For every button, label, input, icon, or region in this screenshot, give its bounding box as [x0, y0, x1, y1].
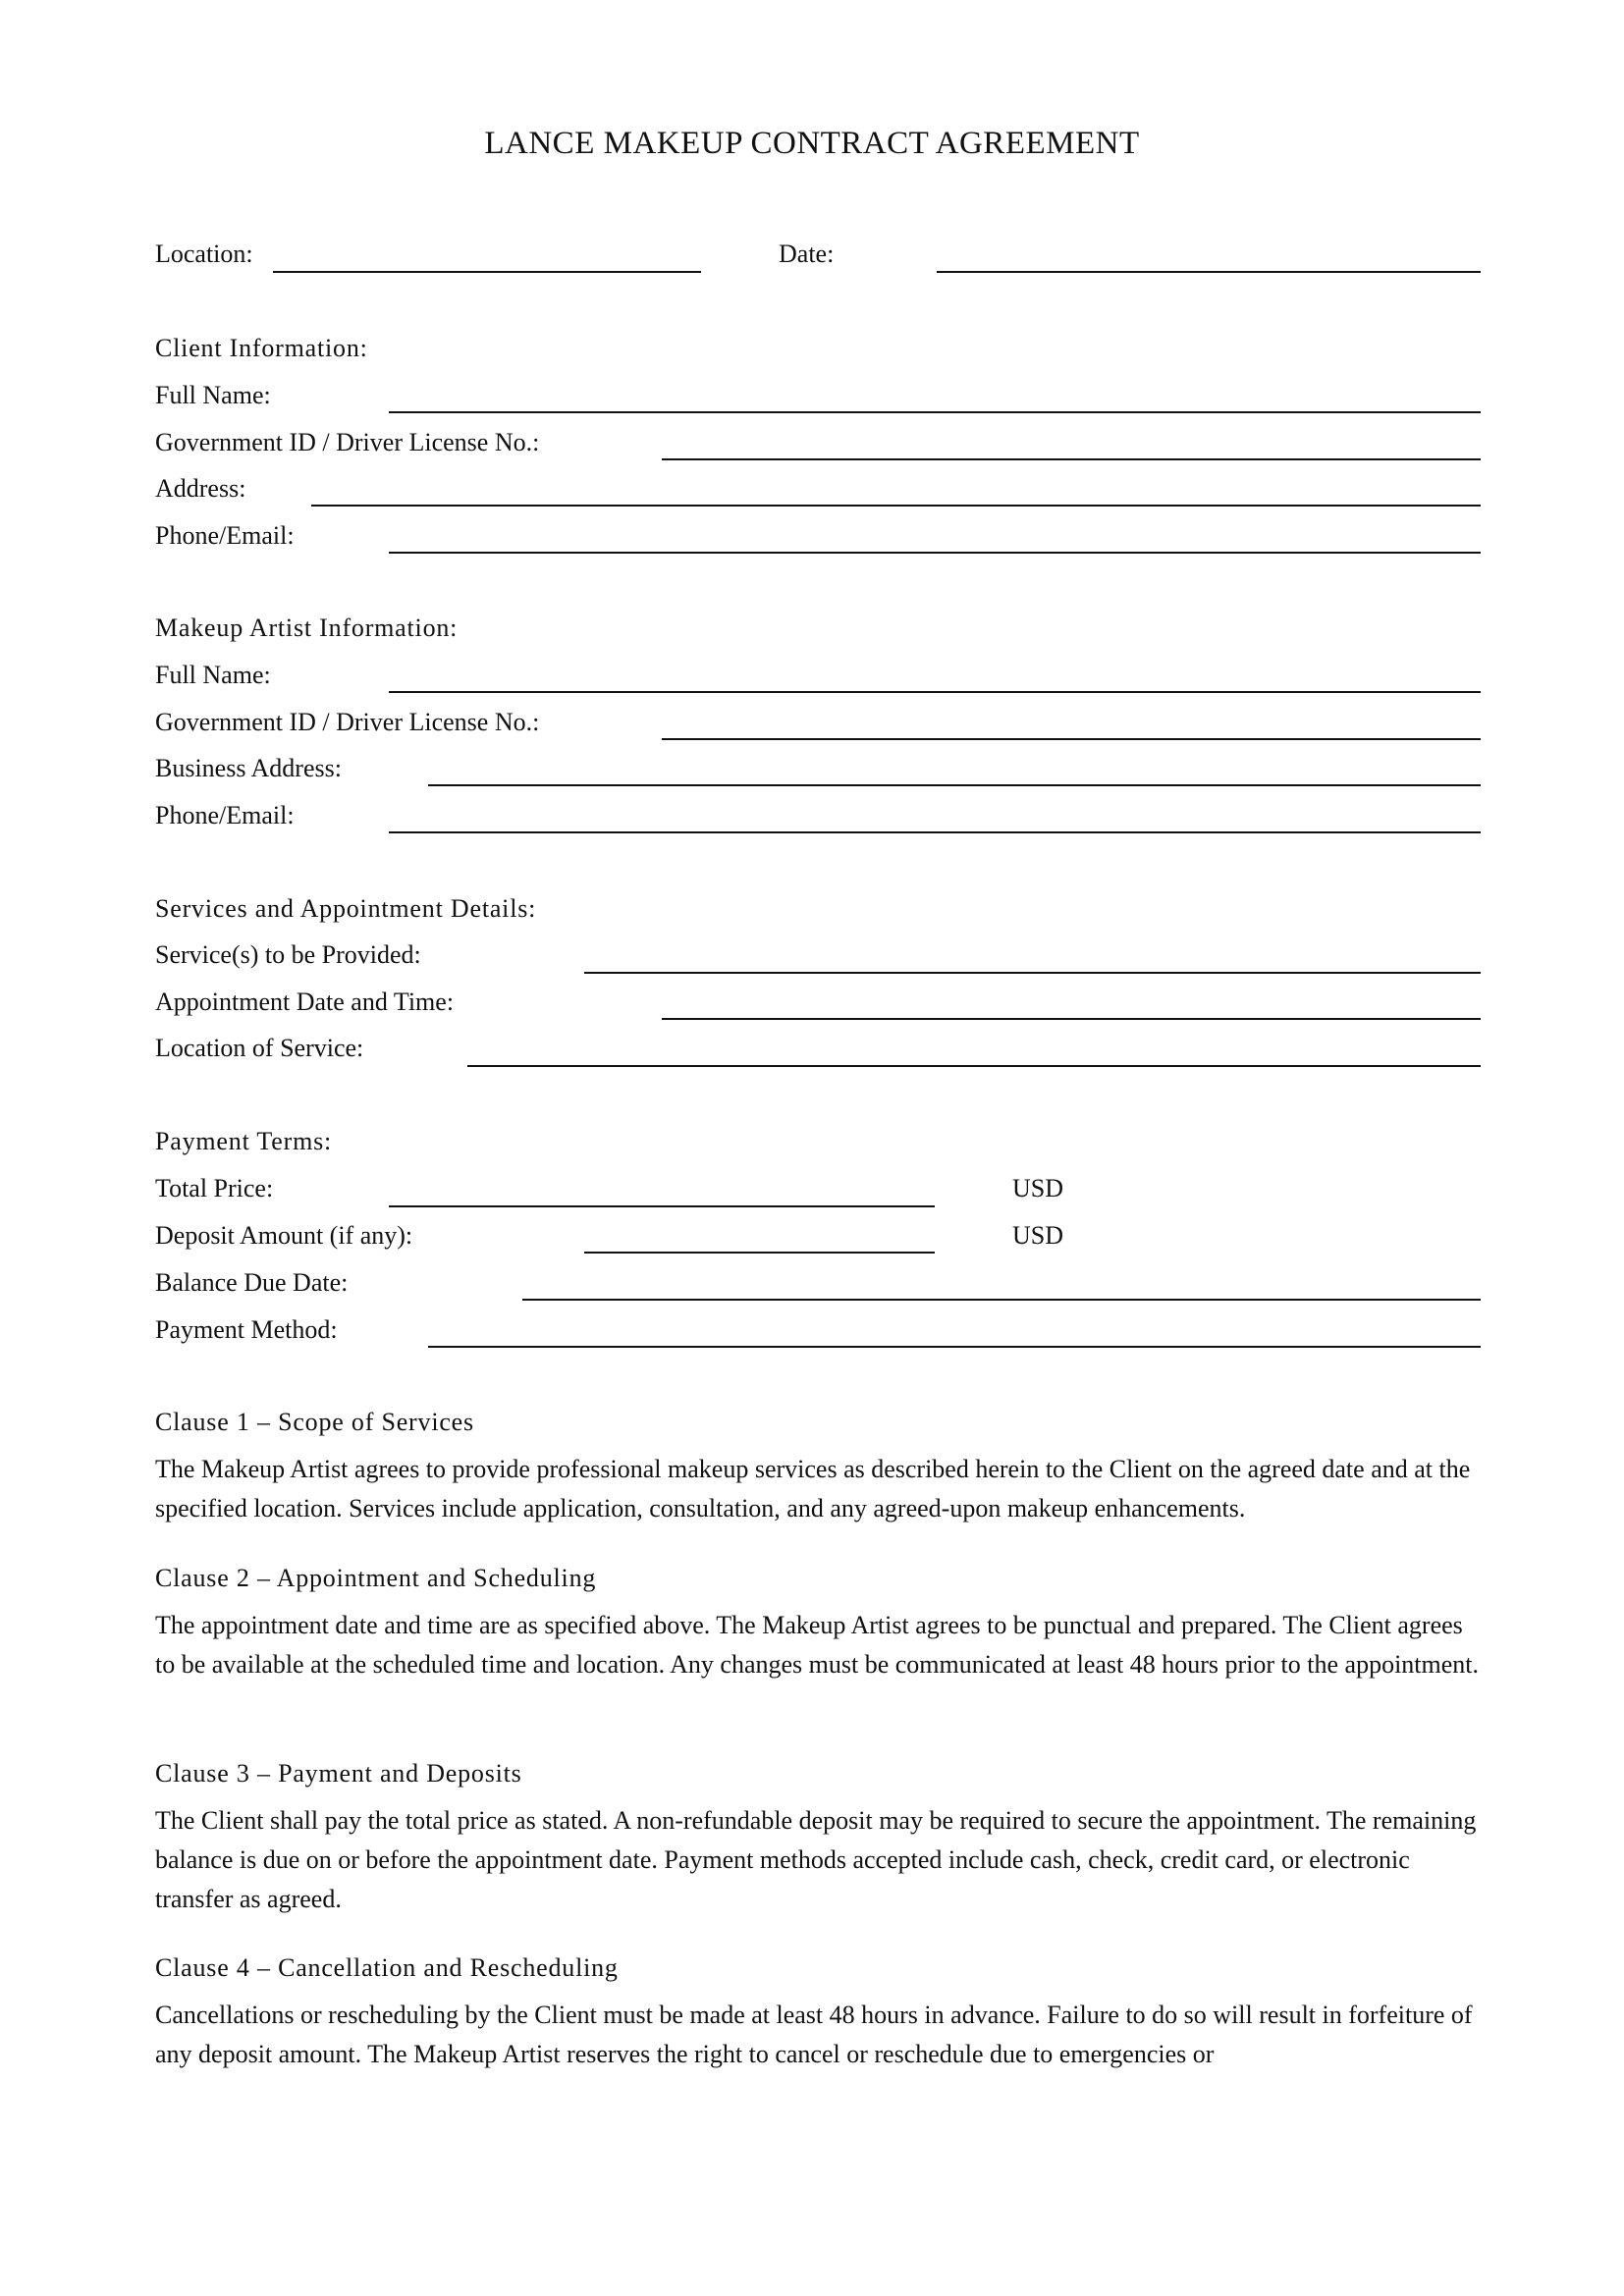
artist-phone-email-line[interactable]: [389, 831, 1481, 833]
appointment-datetime-line[interactable]: [662, 1018, 1481, 1020]
client-address-label: Address:: [155, 474, 246, 503]
clause-2-text: The appointment date and time are as specified above. The Makeup Artist agrees to be punctual and prepared. The Client agrees to be available at the scheduled time and location. Any changes must be communicated at least 48 hours prior to the appointment.: [155, 1611, 1480, 1679]
artist-gov-id-line[interactable]: [662, 738, 1481, 740]
service-location-line[interactable]: [467, 1065, 1481, 1067]
clause-3-text: The Client shall pay the total price as stated. A non-refundable deposit may be required to secure the appointment. The remaining balance is due on or before the appointment date. Payment methods accepted include cash, check, credit card, or electronic transfer as agreed.: [155, 1806, 1477, 1913]
clause-2-heading: Clause 2 – Appointment and Scheduling: [155, 1564, 597, 1592]
location-label: Location:: [155, 240, 253, 268]
balance-due-line[interactable]: [522, 1299, 1481, 1301]
payment-method-label: Payment Method:: [155, 1315, 338, 1344]
location-field-line[interactable]: [273, 271, 701, 273]
client-phone-email-line[interactable]: [389, 552, 1481, 554]
clause-4-heading: Clause 4 – Cancellation and Rescheduling: [155, 1953, 619, 1982]
services-heading: Services and Appointment Details:: [155, 894, 537, 923]
artist-phone-email-label: Phone/Email:: [155, 801, 295, 829]
total-price-unit: USD: [1012, 1174, 1064, 1202]
artist-business-address-label: Business Address:: [155, 754, 342, 782]
artist-info-heading: Makeup Artist Information:: [155, 614, 459, 642]
balance-due-label: Balance Due Date:: [155, 1268, 349, 1297]
artist-full-name-line[interactable]: [389, 691, 1481, 693]
deposit-amount-line[interactable]: [584, 1252, 935, 1254]
artist-business-address-line[interactable]: [428, 784, 1481, 786]
date-field-line[interactable]: [937, 271, 1481, 273]
document-title: LANCE MAKEUP CONTRACT AGREEMENT: [484, 126, 1140, 161]
total-price-line[interactable]: [389, 1205, 935, 1207]
client-full-name-label: Full Name:: [155, 381, 271, 409]
clause-1-text: The Makeup Artist agrees to provide professional makeup services as described herein to the Client on the agreed date and at the specified location. Services include application, consultation, and any agreed-upon makeup enhancements.: [155, 1455, 1471, 1522]
payment-heading: Payment Terms:: [155, 1127, 333, 1155]
services-provided-line[interactable]: [584, 972, 1481, 974]
client-address-line[interactable]: [311, 505, 1481, 507]
total-price-label: Total Price:: [155, 1174, 274, 1202]
clause-4-text: Cancellations or rescheduling by the Client must be made at least 48 hours in advance. Failure to do so will result in forfeiture of any deposit amount. The Makeup Artist reserves the right to cancel or reschedule due to emergencies or: [155, 2001, 1473, 2068]
client-phone-email-label: Phone/Email:: [155, 521, 295, 550]
deposit-amount-unit: USD: [1012, 1221, 1064, 1250]
services-provided-label: Service(s) to be Provided:: [155, 940, 421, 969]
client-info-heading: Client Information:: [155, 334, 368, 362]
client-gov-id-line[interactable]: [662, 458, 1481, 460]
clause-3-heading: Clause 3 – Payment and Deposits: [155, 1759, 522, 1788]
artist-full-name-label: Full Name:: [155, 661, 271, 689]
service-location-label: Location of Service:: [155, 1034, 364, 1062]
client-full-name-line[interactable]: [389, 411, 1481, 413]
appointment-datetime-label: Appointment Date and Time:: [155, 988, 455, 1016]
payment-method-line[interactable]: [428, 1346, 1481, 1348]
artist-gov-id-label: Government ID / Driver License No.:: [155, 708, 540, 736]
deposit-amount-label: Deposit Amount (if any):: [155, 1221, 413, 1250]
clause-1-heading: Clause 1 – Scope of Services: [155, 1408, 474, 1436]
client-gov-id-label: Government ID / Driver License No.:: [155, 428, 540, 456]
date-label: Date:: [779, 240, 835, 268]
